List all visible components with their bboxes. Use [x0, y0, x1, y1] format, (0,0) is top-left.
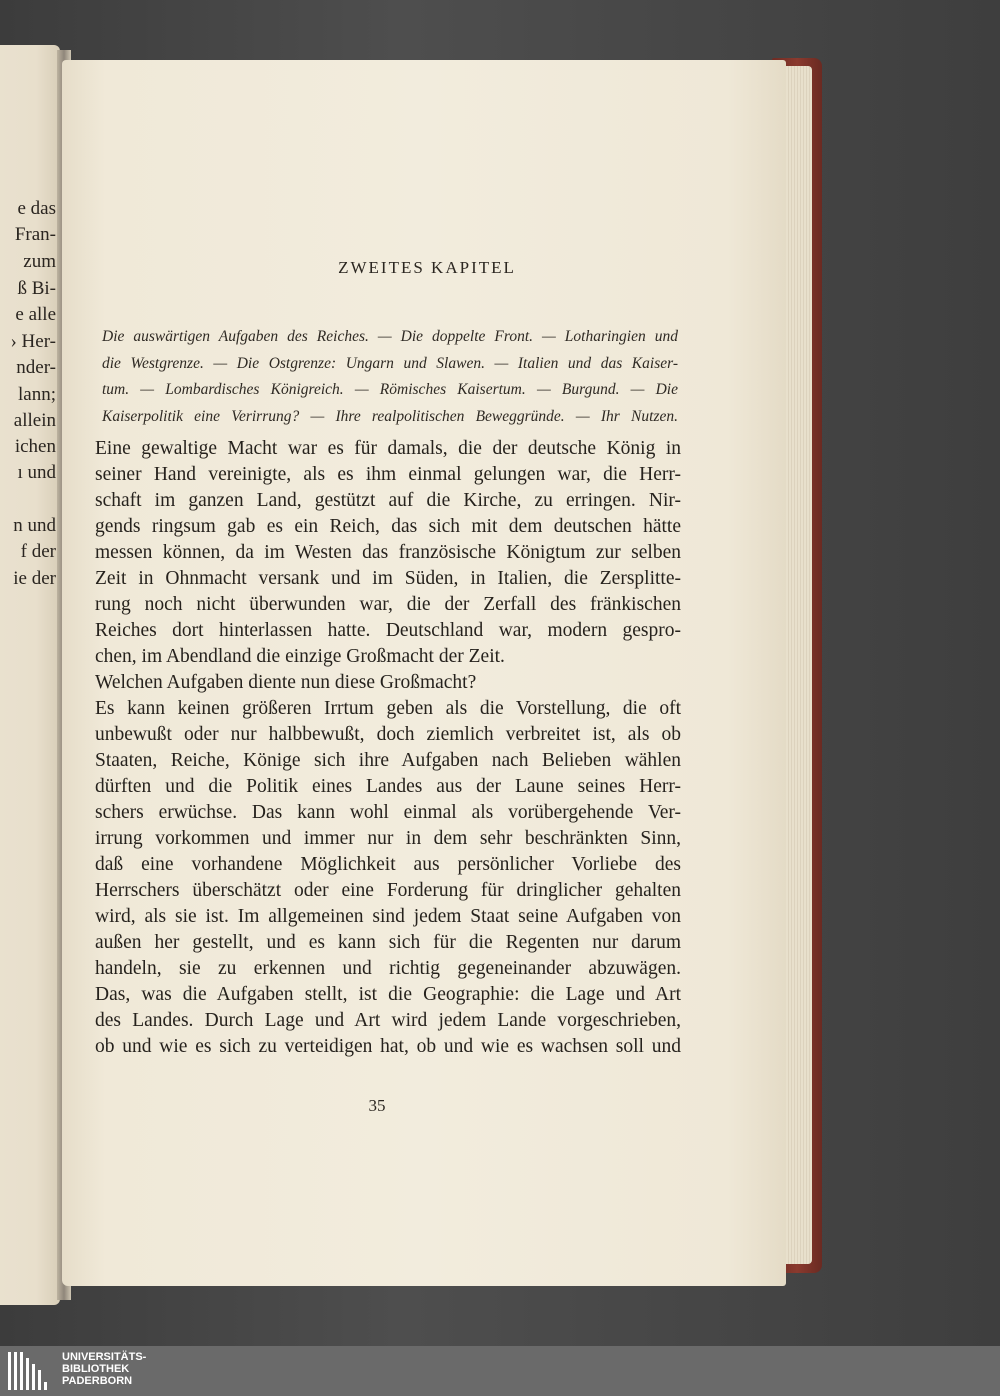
body-line: Es kann keinen größeren Irrtum geben als die Vorstellung, die oft: [95, 698, 681, 719]
logo-line-3: PADERBORN: [62, 1375, 133, 1387]
body-line: irrung vorkommen und immer nur in dem sehr beschränkten Sinn,: [95, 828, 681, 849]
body-line: Welchen Aufgaben diente nun diese Großmacht?: [95, 672, 477, 693]
body-line: Reiches dort hinterlassen hatte. Deutschland war, modern gespro-: [95, 620, 681, 641]
body-line: messen können, da im Westen das französische Königtum zur selben: [95, 542, 681, 563]
chapter-summary: [102, 324, 678, 430]
left-page-fragment: ı und: [17, 462, 56, 483]
left-page-fragment: ß Bi-: [17, 278, 56, 299]
library-logo-icon: [6, 1348, 51, 1394]
body-line: unbewußt oder nur halbbewußt, doch ziemlich verbreitet ist, als ob: [95, 724, 681, 745]
left-page-fragment: allein: [13, 410, 56, 431]
body-line: dürften und die Politik eines Landes aus der Laune seines Herr-: [95, 776, 681, 797]
logo-line-1: UNIVERSITÄTS-: [62, 1351, 147, 1363]
left-page-fragment: ichen: [14, 436, 56, 457]
body-line: Das, was die Aufgaben stellt, ist die Geographie: die Lage und Art: [95, 984, 681, 1005]
chapter-title: ZWEITES KAPITEL: [338, 258, 516, 277]
body-line: Eine gewaltige Macht war es für damals, die der deutsche König in: [95, 438, 681, 459]
body-line: wird, als sie ist. Im allgemeinen sind jedem Staat seine Aufgaben von: [95, 906, 681, 927]
body-line: des Landes. Durch Lage und Art wird jedem Lande vorgeschrieben,: [95, 1010, 681, 1031]
library-logo-text: [62, 1351, 146, 1387]
left-page-fragment: f der: [20, 541, 56, 562]
body-line: Zeit in Ohnmacht versank und im Süden, in Italien, die Zersplitte-: [95, 568, 681, 589]
body-line: außen her gestellt, und es kann sich für die Regenten nur darum: [95, 932, 681, 953]
body-line: schers erwüchse. Das kann wohl einmal als vorübergehende Ver-: [95, 802, 681, 823]
body-line: chen, im Abendland die einzige Großmacht der Zeit.: [95, 646, 505, 667]
left-page-fragment: Fran-: [14, 224, 56, 245]
left-page-fragment: lann;: [18, 384, 56, 405]
body-line: gends ringsum gab es ein Reich, das sich mit dem deutschen hätte: [95, 516, 681, 537]
page-block-edge: [786, 66, 812, 1264]
left-page-fragment: nder-: [16, 357, 56, 378]
summary-line: die Westgrenze. — Die Ostgrenze: Ungarn und Slawen. — Italien und das Kaiser-: [102, 354, 678, 372]
body-line: handeln, sie zu erkennen und richtig gegeneinander abzuwägen.: [95, 958, 681, 979]
summary-line: tum. — Lombardisches Königreich. — Römisches Kaisertum. — Burgund. — Die: [102, 381, 678, 398]
left-page-fragment: ie der: [13, 568, 56, 589]
left-page-fragment: e das: [17, 198, 56, 219]
body-line: rung noch nicht überwunden war, die der Zerfall des fränkischen: [95, 594, 681, 615]
left-page-fragment: e alle: [15, 304, 56, 325]
left-page-fragment: zum: [23, 251, 56, 272]
left-page-fragment: n und: [13, 515, 56, 536]
body-text: [95, 436, 681, 1060]
left-page-fragment: › Her-: [10, 331, 56, 352]
body-line: schaft im ganzen Land, gestützt auf die Kirche, zu erringen. Nir-: [95, 490, 681, 511]
body-line: Staaten, Reiche, Könige sich ihre Aufgaben nach Belieben wählen: [95, 750, 681, 771]
body-line: ob und wie es sich zu verteidigen hat, ob und wie es wachsen soll und: [95, 1036, 681, 1057]
body-line: Herrschers überschätzt oder eine Forderung für dringlicher gehalten: [95, 880, 681, 901]
body-line: daß eine vorhandene Möglichkeit aus persönlicher Vorliebe des: [95, 854, 681, 875]
library-footer: [0, 1346, 1000, 1396]
summary-line: Kaiserpolitik eine Verirrung? — Ihre realpolitischen Beweggründe. — Ihr Nutzen.: [102, 407, 678, 425]
page-number: 35: [368, 1096, 386, 1115]
body-line: seiner Hand vereinigte, als es ihm einmal gelungen war, die Herr-: [95, 464, 681, 485]
left-facing-page: [0, 45, 60, 1305]
summary-line: Die auswärtigen Aufgaben des Reiches. — Die doppelte Front. — Lotharingien und: [102, 328, 678, 345]
logo-line-2: BIBLIOTHEK: [62, 1363, 130, 1375]
book-page: [62, 60, 786, 1286]
